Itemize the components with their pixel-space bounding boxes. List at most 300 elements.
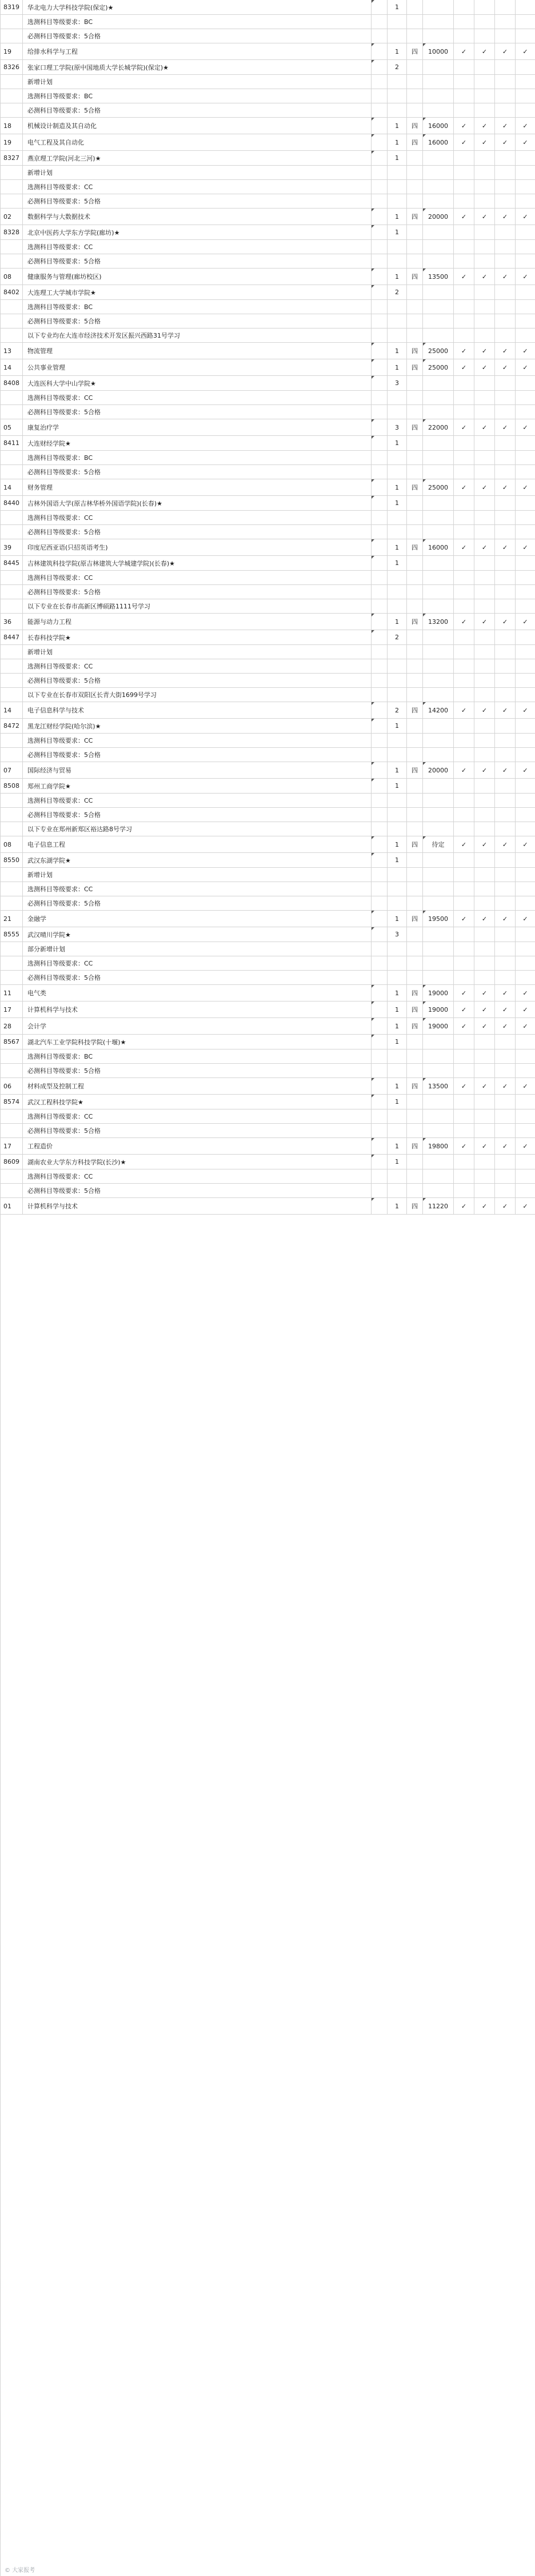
tuition-cell [423,391,454,404]
check-cell: ✓ [495,985,516,1001]
note-row [0,405,535,419]
plan-count-cell [388,254,407,268]
code-cell [0,465,23,479]
plan-count-cell: 1 [388,0,407,14]
school-row [0,496,535,511]
plan-count-cell [388,882,407,896]
note-row [0,525,535,539]
code-cell: 14 [0,359,23,375]
tuition-cell [423,571,454,584]
reserved-cell [372,599,388,613]
check-cell: ✓ [522,423,528,431]
code-cell: 08 [0,836,23,852]
reserved-cell [372,956,388,970]
check-cell [474,1049,495,1063]
code-cell: 02 [0,209,23,225]
cell-marker-icon [372,151,374,154]
check-cell [454,285,474,299]
tuition-cell: 待定 [423,836,454,852]
check-cell [454,1155,474,1169]
tuition-cell: 22000 [423,419,454,435]
major-row [0,118,535,134]
cell-marker-icon [372,496,374,499]
major-row [0,1138,535,1155]
check-cell [516,496,535,510]
requirement-note: 新增计划 [23,645,372,659]
study-length-cell: 四 [407,1138,423,1154]
check-cell [454,645,474,659]
cell-marker-icon [372,1001,374,1004]
check-cell [495,328,516,342]
check-cell [516,688,535,702]
check-cell [516,599,535,613]
plan-count-cell [388,1184,407,1197]
check-cell [495,1169,516,1183]
code-cell [0,328,23,342]
reserved-cell [372,822,388,836]
note-row [0,254,535,269]
check-cell: ✓ [454,985,474,1001]
code-cell: 8447 [0,630,23,644]
school-name: 大连财经学院★ [23,436,372,450]
check-cell [516,465,535,479]
study-length-cell: 四 [407,479,423,495]
note-row [0,240,535,254]
note-row [0,465,535,479]
major-row [0,1018,535,1035]
check-cell: ✓ [495,1138,516,1154]
code-cell [0,1169,23,1183]
cell-marker-icon [423,479,426,482]
school-name: 吉林外国语大学(原吉林华桥外国语学院)(长春)★ [23,496,372,510]
cell-marker-icon [372,539,374,542]
check-cell: ✓ [522,483,528,491]
check-cell [495,719,516,733]
requirement-note: 选测科目等级要求：CC [23,180,372,194]
check-cell: ✓ [474,269,495,285]
check-cell [516,166,535,179]
note-row [0,942,535,956]
plan-count-cell [388,240,407,254]
study-length-cell [407,254,423,268]
study-length-cell: 四 [407,1198,423,1214]
study-length-cell [407,194,423,208]
check-cell [474,868,495,882]
check-cell [474,674,495,687]
check-cell [454,942,474,956]
plan-count-cell [388,300,407,314]
plan-count-cell [388,1064,407,1077]
note-row [0,794,535,808]
check-cell [495,630,516,644]
check-cell: ✓ [495,1018,516,1034]
reserved-cell [372,1064,388,1077]
code-cell: 21 [0,911,23,927]
check-cell [516,89,535,103]
requirement-note: 必测科目等级要求：5合格 [23,405,372,419]
check-cell: ✓ [454,614,474,630]
code-cell [0,391,23,404]
check-cell: ✓ [474,836,495,852]
major-name: 国际经济与贸易 [23,762,372,778]
major-name: 会计学 [23,1018,372,1034]
study-length-cell [407,1184,423,1197]
code-cell [0,659,23,673]
school-row [0,376,535,391]
check-cell [516,240,535,254]
code-cell: 06 [0,1078,23,1094]
tuition-cell: 13200 [423,614,454,630]
plan-count-cell [388,29,407,43]
check-cell: ✓ [454,43,474,59]
check-cell: ✓ [474,702,495,718]
tuition-cell: 25000 [423,359,454,375]
code-cell [0,882,23,896]
check-cell: ✓ [454,359,474,375]
major-row [0,1001,535,1018]
plan-count-cell [388,75,407,89]
plan-count-cell [388,180,407,194]
plan-count-cell: 1 [388,1198,407,1214]
check-cell: ✓ [495,702,516,718]
tuition-cell [423,1035,454,1049]
study-length-cell [407,748,423,762]
requirement-note: 选测科目等级要求：CC [23,1169,372,1183]
study-length-cell: 四 [407,134,423,150]
check-cell: ✓ [474,134,495,150]
plan-count-cell [388,868,407,882]
cell-marker-icon [372,1018,374,1021]
note-row [0,571,535,585]
check-cell: ✓ [454,762,474,778]
check-cell: ✓ [495,343,516,359]
check-cell [516,748,535,762]
check-cell [454,194,474,208]
school-name: 郑州工商学院★ [23,779,372,793]
major-row [0,343,535,359]
check-cell [454,240,474,254]
code-cell [0,166,23,179]
check-cell [516,180,535,194]
requirement-note: 选测科目等级要求：CC [23,659,372,673]
cell-marker-icon [372,1035,374,1037]
check-cell [495,971,516,984]
check-cell [474,779,495,793]
tuition-cell [423,451,454,464]
check-cell [474,599,495,613]
check-cell: ✓ [454,836,474,852]
check-cell [454,822,474,836]
code-cell: 8472 [0,719,23,733]
check-cell [454,405,474,419]
code-cell [0,734,23,747]
code-cell: 8326 [0,60,23,74]
study-length-cell [407,1095,423,1109]
code-cell: 8327 [0,151,23,165]
tuition-cell [423,896,454,910]
code-cell [0,29,23,43]
major-row [0,209,535,225]
study-length-cell [407,180,423,194]
code-cell: 8555 [0,927,23,942]
check-cell [495,103,516,117]
code-cell: 14 [0,702,23,718]
school-row [0,436,535,451]
check-cell [474,60,495,74]
note-row [0,1169,535,1184]
requirement-note: 选测科目等级要求：BC [23,89,372,103]
cell-marker-icon [372,134,374,137]
check-cell [454,376,474,390]
check-cell: ✓ [522,706,528,714]
study-length-cell [407,794,423,807]
check-cell [474,688,495,702]
code-cell [0,748,23,762]
plan-count-cell [388,971,407,984]
code-cell: 39 [0,539,23,555]
code-cell: 05 [0,419,23,435]
plan-count-cell [388,734,407,747]
plan-count-cell [388,328,407,342]
cell-marker-icon [372,1078,374,1081]
note-row [0,645,535,659]
plan-count-cell: 1 [388,43,407,59]
cell-marker-icon [372,0,374,3]
check-cell [474,1169,495,1183]
tuition-cell: 19000 [423,1018,454,1034]
note-row [0,89,535,103]
school-row [0,1155,535,1169]
tuition-cell [423,1184,454,1197]
check-cell [516,556,535,570]
study-length-cell [407,1124,423,1137]
plan-count-cell [388,645,407,659]
study-length-cell [407,1169,423,1183]
check-cell [516,882,535,896]
check-cell: ✓ [454,118,474,134]
school-row [0,927,535,942]
reserved-cell [372,15,388,29]
plan-count-cell: 1 [388,209,407,225]
cell-marker-icon [423,269,426,271]
requirement-note: 新增计划 [23,75,372,89]
tuition-cell: 13500 [423,1078,454,1094]
reserved-cell [372,674,388,687]
check-cell [454,674,474,687]
plan-count-cell [388,585,407,599]
code-cell [0,405,23,419]
plan-count-cell: 1 [388,1018,407,1034]
check-cell [474,896,495,910]
reserved-cell [372,1124,388,1137]
check-cell [495,556,516,570]
tuition-cell [423,688,454,702]
check-cell [516,0,535,14]
code-cell [0,1124,23,1137]
check-cell [516,1155,535,1169]
code-cell [0,794,23,807]
watermark: © 大家报考 [5,2567,35,2574]
major-row [0,134,535,151]
cell-marker-icon [372,630,374,633]
plan-count-cell: 1 [388,556,407,570]
study-length-cell: 四 [407,836,423,852]
check-cell [454,525,474,539]
major-name: 能源与动力工程 [23,614,372,630]
check-cell [516,29,535,43]
check-cell [516,75,535,89]
requirement-note: 选测科目等级要求：CC [23,882,372,896]
plan-count-cell [388,748,407,762]
check-cell [495,376,516,390]
tuition-cell: 16000 [423,118,454,134]
code-cell: 8445 [0,556,23,570]
tuition-cell [423,225,454,239]
study-length-cell: 四 [407,1018,423,1034]
check-cell [495,511,516,524]
requirement-note: 选测科目等级要求：CC [23,956,372,970]
reserved-cell [372,645,388,659]
check-cell: ✓ [522,1202,528,1210]
check-cell [495,391,516,404]
check-cell [495,748,516,762]
study-length-cell: 四 [407,359,423,375]
check-cell [474,254,495,268]
check-cell: ✓ [454,343,474,359]
tuition-cell [423,89,454,103]
code-cell: 19 [0,43,23,59]
plan-count-cell [388,808,407,822]
check-cell [516,225,535,239]
plan-count-cell [388,451,407,464]
tuition-cell [423,194,454,208]
study-length-cell [407,585,423,599]
plan-count-cell [388,15,407,29]
cell-marker-icon [372,762,374,765]
reserved-cell [372,300,388,314]
reserved-cell [372,240,388,254]
check-cell [454,659,474,673]
check-cell [495,285,516,299]
cell-marker-icon [372,269,374,271]
check-cell [495,1155,516,1169]
cell-marker-icon [372,343,374,346]
check-cell [474,451,495,464]
school-name: 吉林建筑科技学院(原吉林建筑大学城建学院)(长春)★ [23,556,372,570]
code-cell [0,971,23,984]
check-cell [495,599,516,613]
check-cell [495,734,516,747]
check-cell [454,225,474,239]
plan-count-cell [388,525,407,539]
plan-count-cell: 2 [388,60,407,74]
check-cell [474,1109,495,1123]
tuition-cell [423,525,454,539]
check-cell [495,240,516,254]
cell-marker-icon [423,1001,426,1004]
school-name: 张家口理工学院(原中国地质大学长城学院)(保定)★ [23,60,372,74]
check-cell [474,194,495,208]
reserved-cell [372,180,388,194]
check-cell [495,0,516,14]
note-row [0,882,535,896]
study-length-cell [407,436,423,450]
check-cell [516,794,535,807]
check-cell [516,719,535,733]
study-length-cell [407,240,423,254]
tuition-cell [423,882,454,896]
check-cell: ✓ [474,1018,495,1034]
check-cell [474,0,495,14]
code-cell: 01 [0,1198,23,1214]
note-row [0,1109,535,1124]
tuition-cell [423,1109,454,1123]
check-cell [516,571,535,584]
check-cell [474,822,495,836]
check-cell [474,391,495,404]
note-row [0,391,535,405]
plan-count-cell: 1 [388,343,407,359]
check-cell: ✓ [522,347,528,355]
note-row [0,868,535,882]
reserved-cell [372,465,388,479]
code-cell [0,525,23,539]
check-cell [454,75,474,89]
note-row [0,29,535,43]
code-cell [0,645,23,659]
check-cell [495,896,516,910]
check-cell [454,511,474,524]
major-row [0,479,535,496]
check-cell [495,1184,516,1197]
check-cell [454,89,474,103]
reserved-cell [372,391,388,404]
study-length-cell: 四 [407,1078,423,1094]
major-row [0,911,535,927]
check-cell [474,748,495,762]
check-cell [495,688,516,702]
tuition-cell [423,465,454,479]
study-length-cell [407,1049,423,1063]
check-cell: ✓ [454,911,474,927]
check-cell [495,300,516,314]
check-cell [495,659,516,673]
plan-count-cell: 1 [388,436,407,450]
reserved-cell [372,314,388,328]
check-cell: ✓ [474,1138,495,1154]
cell-marker-icon [372,118,374,121]
plan-count-cell: 2 [388,702,407,718]
tuition-cell [423,1095,454,1109]
cell-marker-icon [423,985,426,988]
school-row [0,225,535,240]
check-cell [474,225,495,239]
study-length-cell [407,29,423,43]
plan-count-cell: 1 [388,779,407,793]
check-cell: ✓ [454,269,474,285]
check-cell: ✓ [474,209,495,225]
check-cell: ✓ [495,419,516,435]
tuition-cell [423,436,454,450]
check-cell [516,60,535,74]
check-cell [454,465,474,479]
plan-count-cell: 1 [388,1001,407,1017]
check-cell [474,630,495,644]
study-length-cell [407,225,423,239]
requirement-note: 选测科目等级要求：BC [23,1049,372,1063]
check-cell [454,719,474,733]
study-length-cell [407,89,423,103]
